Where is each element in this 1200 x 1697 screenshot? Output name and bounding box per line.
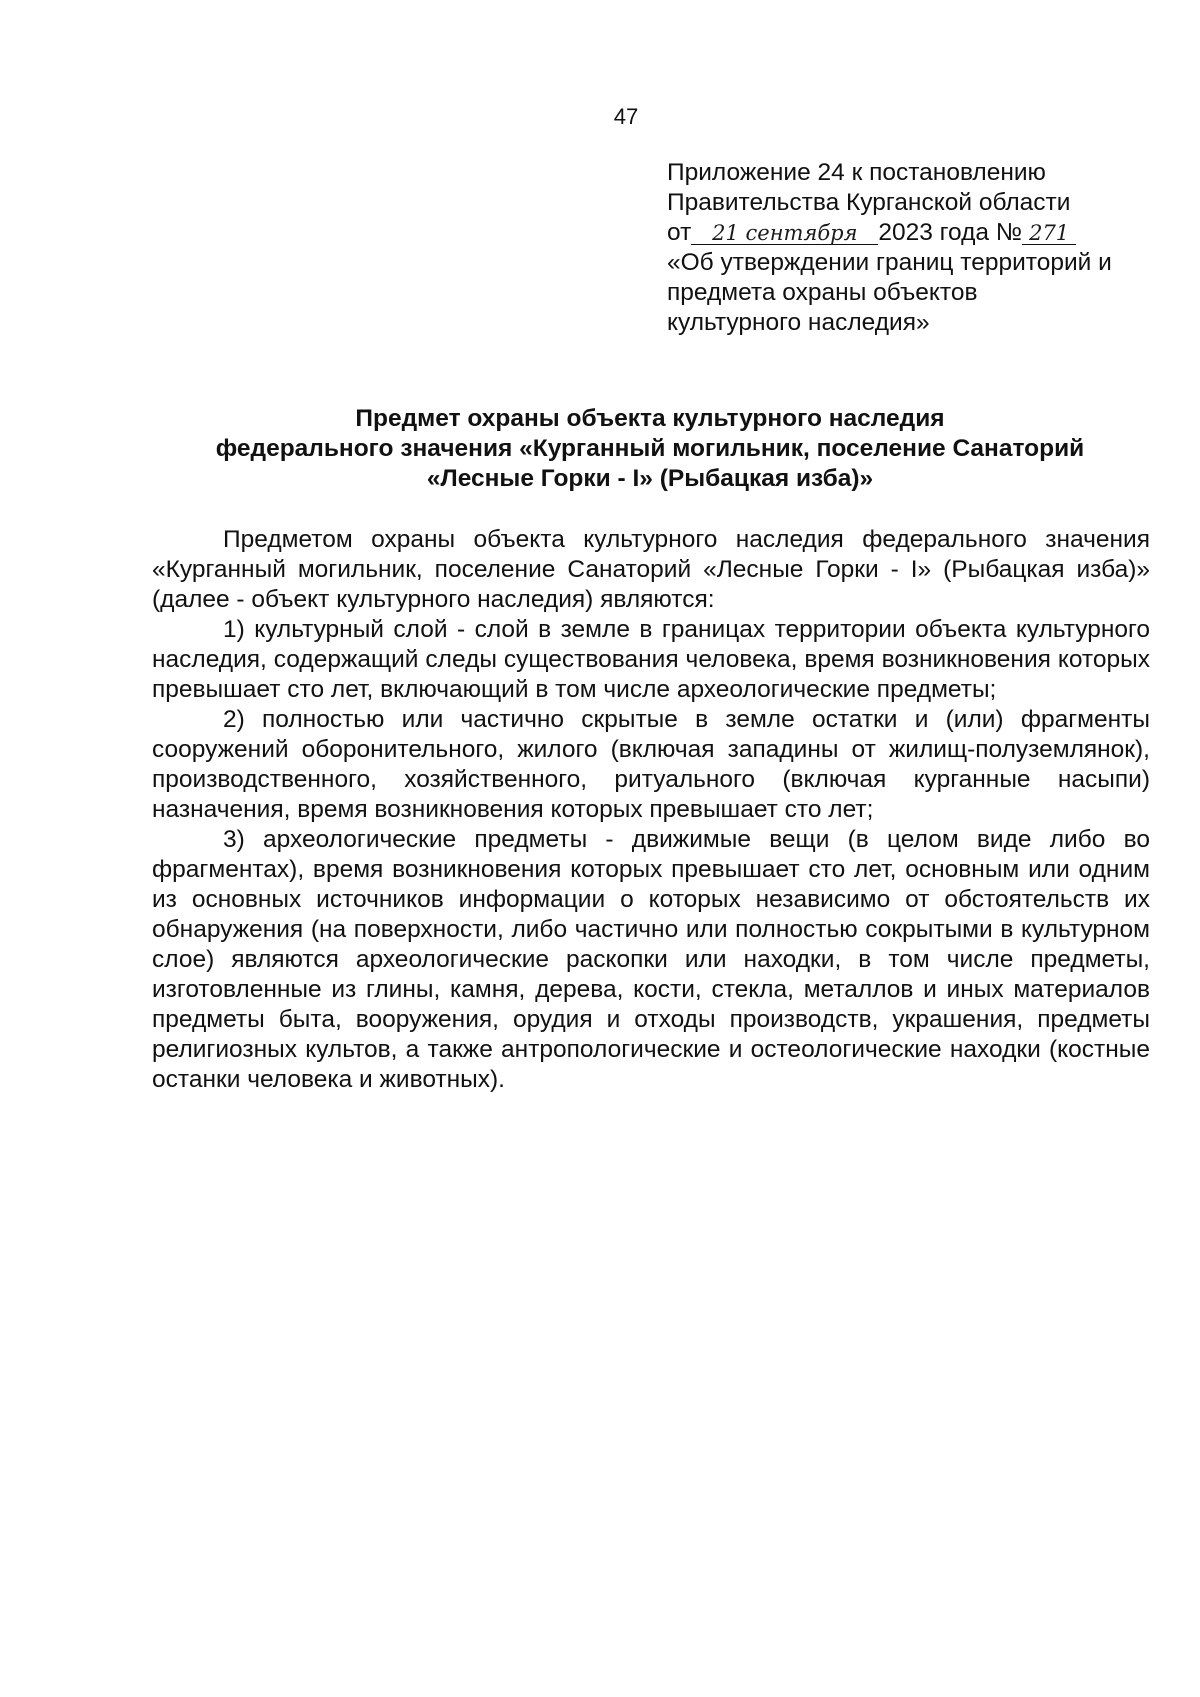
handwritten-date: 21 сентября [691,222,878,245]
title-line-3: «Лесные Горки - I» (Рыбацкая изба)» [426,465,874,492]
year-text: 2023 года № [878,219,1023,246]
appendix-line-4: «Об утверждении границ территорий и [667,249,1112,276]
handwritten-number: 271 [1022,222,1076,245]
appendix-date-line [667,218,1167,248]
appendix-line-2: Правительства Курганской области [667,189,1071,216]
title-line-1: Предмет охраны объекта культурного наследия [355,405,945,432]
item-1-paragraph: 1) культурный слой - слой в земле в границах территории объекта культурного наследия, содержащий следы существования человека, время возникновения которых превышает сто лет, включающий в том числе археологические предметы; [152,616,1150,703]
item-3-paragraph: 3) археологические предметы - движимые вещи (в целом виде либо во фрагментах), время возникновения которых превышает сто лет, основным или одним из основных источников информации о которых независимо от обстоятельств их обнаружения (на поверхности, либо частично или полностью сокрытыми в культурном слое) являются археологические раскопки или находки, в том числе предметы, изготовленные из глины, камня, дерева, кости, стекла, металлов и иных материалов предметы быта, вооружения, орудия и отходы производств, украшения, предметы религиозных культов, а также антропологические и остеологические находки (костные останки человека и животных). [152,826,1150,1093]
page-number: 47 [613,104,639,129]
date-prefix: от [667,219,692,246]
item-2-paragraph: 2) полностью или частично скрытые в земле остатки и (или) фрагменты сооружений оборонительного, жилого (включая западины от жилищ-полуземлянок), производственного, хозяйственного, ритуального (включая курганные насыпи) назначения, время возникновения которых превышает сто лет; [152,706,1150,823]
title-line-2: федерального значения «Курганный могильник, поселение Санаторий [215,435,1085,462]
document-title [150,404,1150,494]
appendix-line-5: предмета охраны объектов [667,279,978,306]
document-body [152,525,1150,1095]
appendix-line-6: культурного наследия» [667,309,930,336]
appendix-header [667,158,1167,338]
intro-paragraph: Предметом охраны объекта культурного наследия федерального значения «Курганный могильник, поселение Санаторий «Лесные Горки - I» (Рыбацкая изба)» (далее - объект культурного наследия) являются: [152,526,1150,613]
appendix-line-1: Приложение 24 к постановлению [667,159,1046,186]
